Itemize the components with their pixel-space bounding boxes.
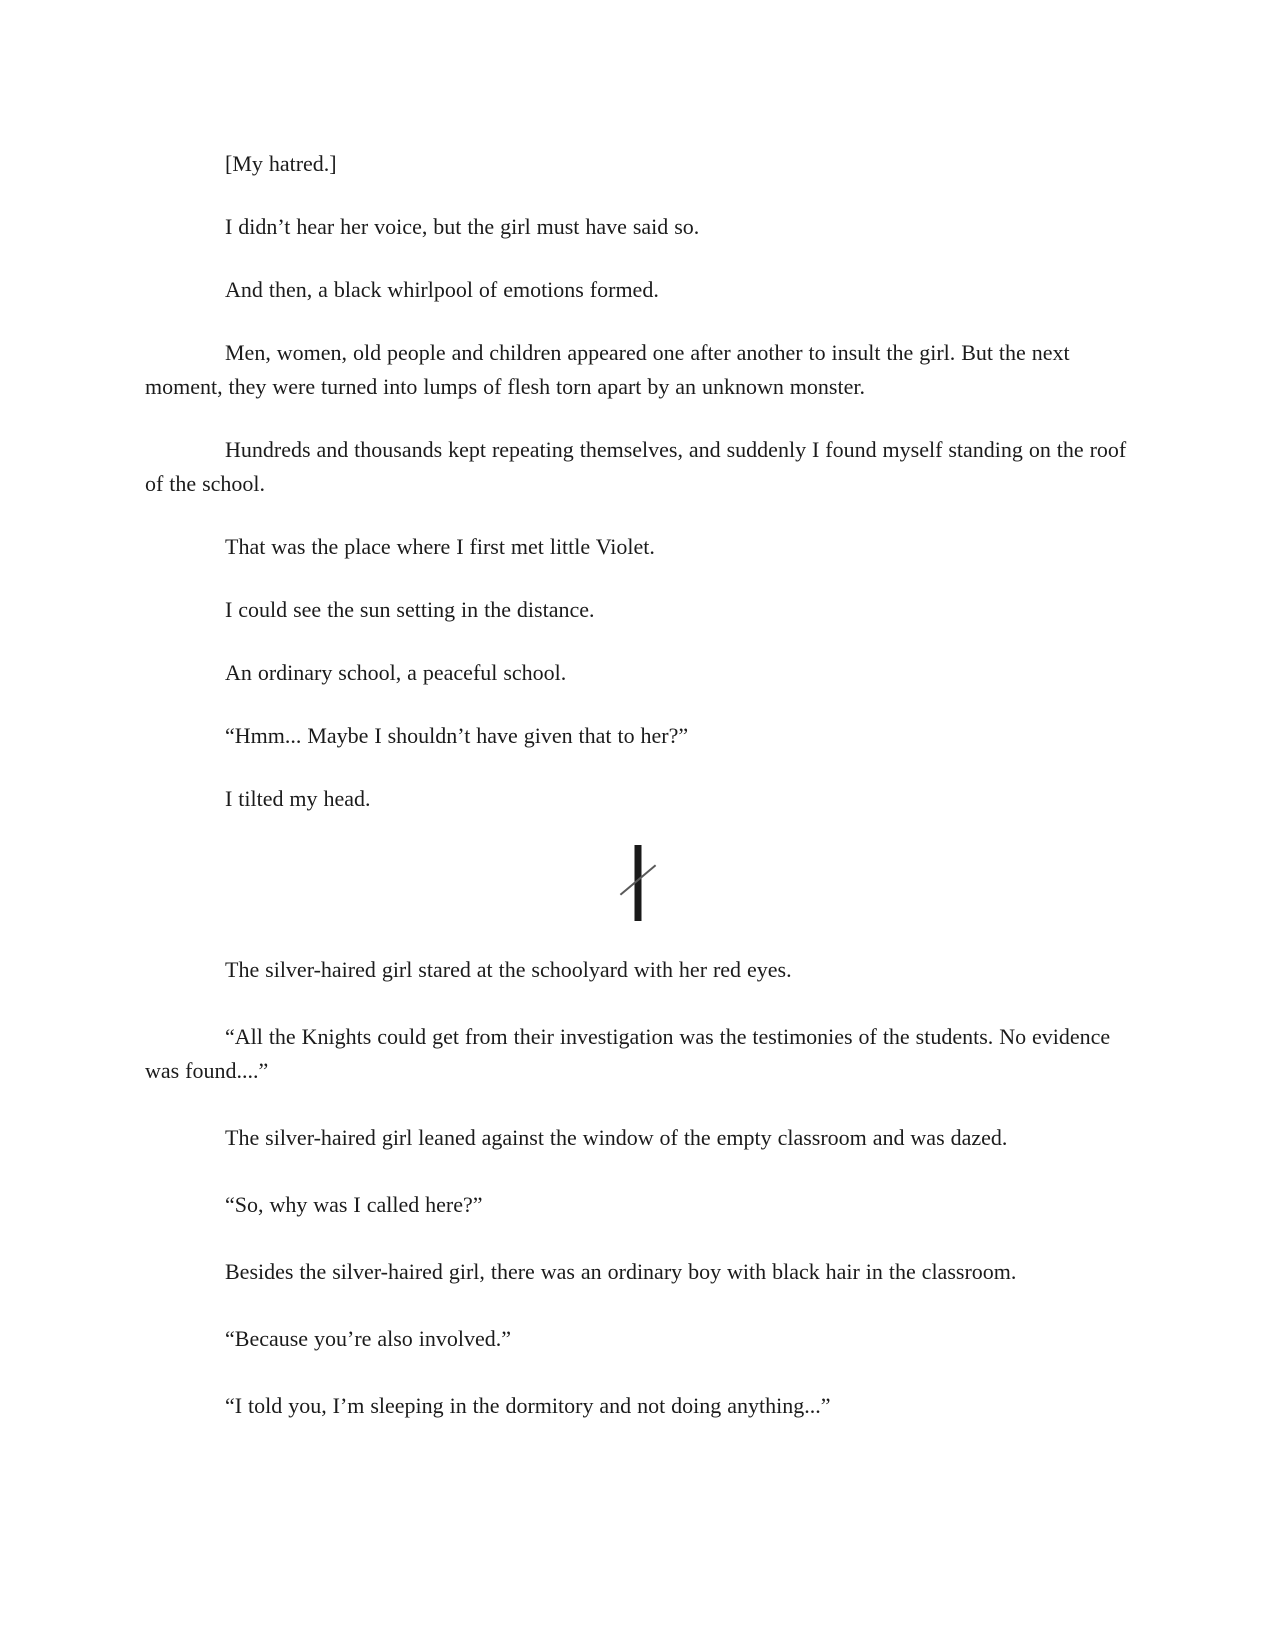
paragraph: I could see the sun setting in the distance. <box>225 597 595 622</box>
paragraph: [My hatred.] <box>225 151 337 176</box>
text-section-before-break <box>145 147 1130 816</box>
paragraph: An ordinary school, a peaceful school. <box>225 660 567 685</box>
paragraph: Besides the silver-haired girl, there was an ordinary boy with black hair in the classroom. <box>225 1259 1017 1284</box>
paragraph: I tilted my head. <box>225 786 371 811</box>
paragraph: That was the place where I first met little Violet. <box>225 534 655 559</box>
paragraph: “So, why was I called here?” <box>225 1192 483 1217</box>
paragraph: The silver-haired girl leaned against the window of the empty classroom and was dazed. <box>225 1125 1008 1150</box>
paragraph: The silver-haired girl stared at the schoolyard with her red eyes. <box>225 957 792 982</box>
paragraph: Men, women, old people and children appeared one after another to insult the girl. But the next moment, they were turned into lumps of flesh torn apart by an unknown monster. <box>145 340 1070 399</box>
paragraph: I didn’t hear her voice, but the girl must have said so. <box>225 214 700 239</box>
paragraph: “All the Knights could get from their investigation was the testimonies of the students. No evidence was found....” <box>145 1024 1111 1083</box>
paragraph: “I told you, I’m sleeping in the dormitory and not doing anything...” <box>225 1393 831 1418</box>
paragraph: And then, a black whirlpool of emotions formed. <box>225 277 659 302</box>
paragraph: “Hmm... Maybe I shouldn’t have given that to her?” <box>225 723 689 748</box>
paragraph: “Because you’re also involved.” <box>225 1326 511 1351</box>
scene-break-divider <box>145 845 1130 921</box>
text-section-after-break <box>145 953 1130 1423</box>
paragraph: Hundreds and thousands kept repeating themselves, and suddenly I found myself standing on the roof of the school. <box>145 437 1127 496</box>
